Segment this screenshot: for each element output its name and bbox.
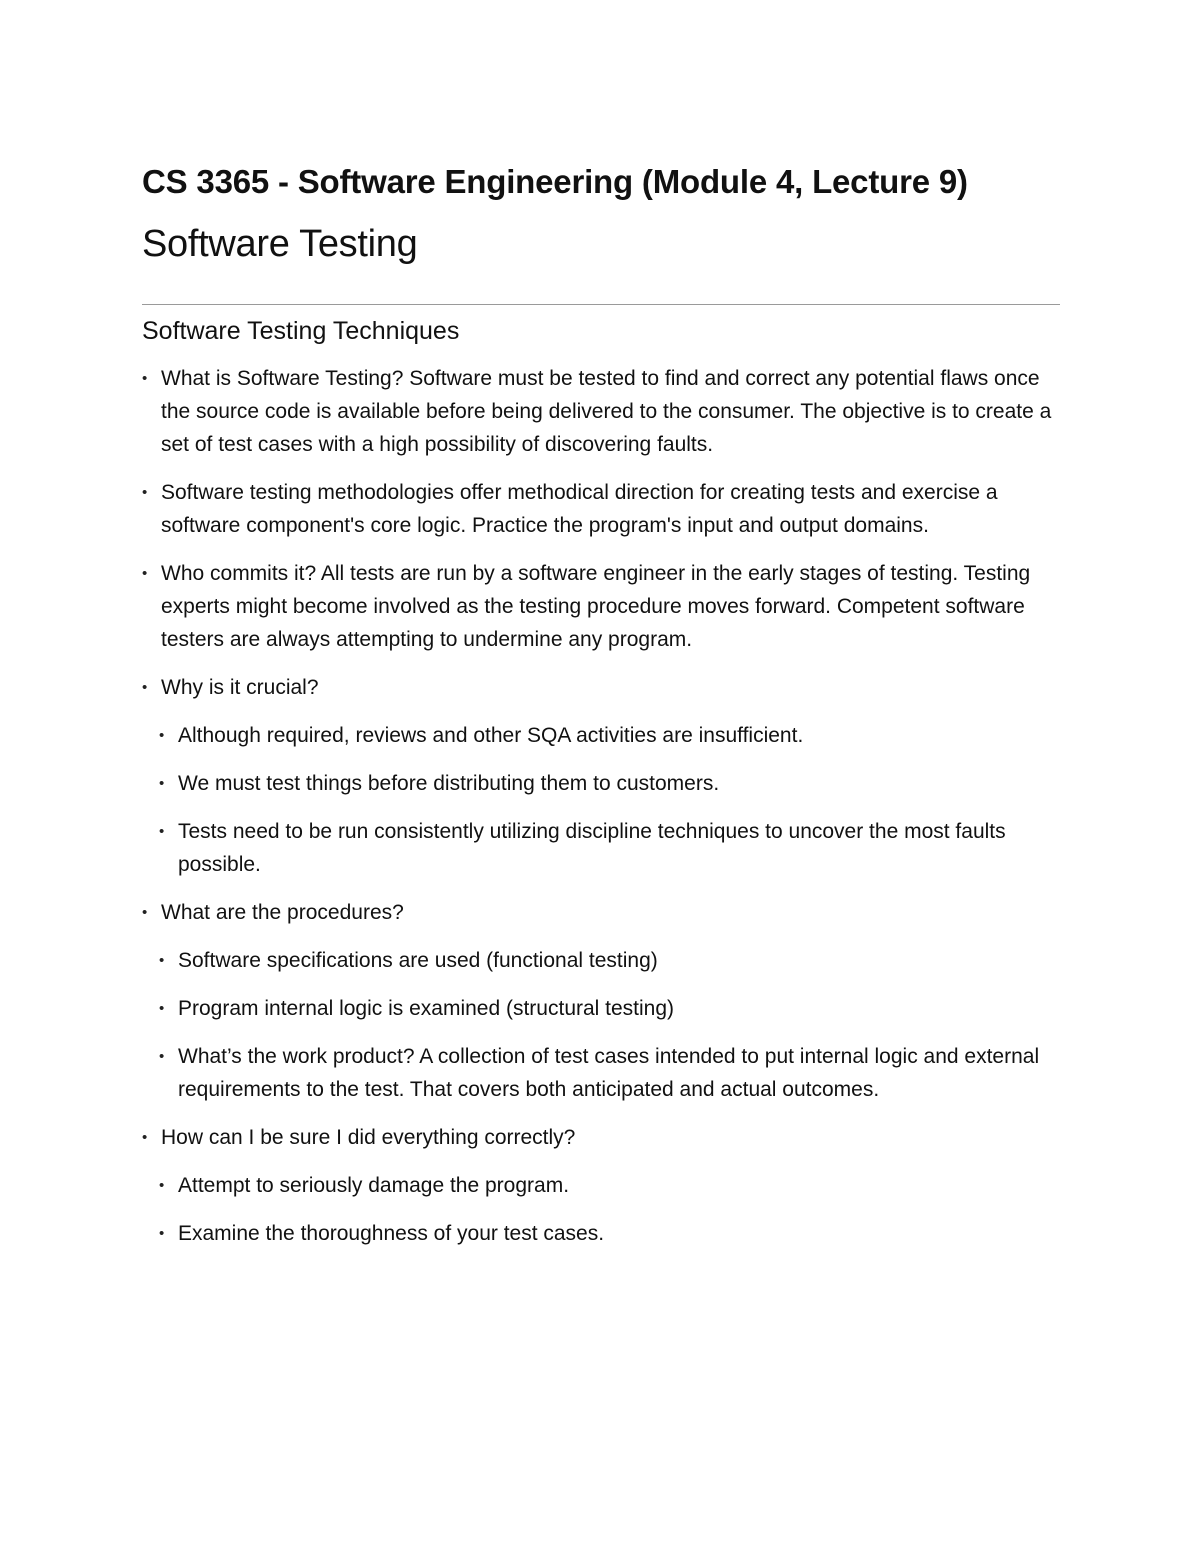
course-title: CS 3365 - Software Engineering (Module 4, Lecture 9) bbox=[142, 163, 968, 200]
sub-list-item bbox=[142, 1040, 1060, 1106]
list-item bbox=[142, 476, 1060, 542]
bullet-icon: • bbox=[159, 1048, 165, 1065]
horizontal-divider bbox=[142, 304, 1060, 305]
bullet-icon: • bbox=[159, 1225, 165, 1242]
sub-list-item bbox=[142, 1169, 1060, 1202]
list-item-text: We must test things before distributing them to customers. bbox=[178, 772, 720, 795]
sub-list-item bbox=[142, 944, 1060, 977]
list-item bbox=[142, 671, 1060, 704]
bullet-icon: • bbox=[159, 1000, 165, 1017]
bullet-icon: • bbox=[159, 952, 165, 969]
section-heading: Software Testing Techniques bbox=[142, 317, 460, 345]
list-item-text: What’s the work product? A collection of test cases intended to put internal logic and external requirements to the test. That covers both anticipated and actual outcomes. bbox=[178, 1045, 1040, 1101]
list-item-text: What is Software Testing? Software must be tested to find and correct any potential flaws once the source code is available before being delivered to the consumer. The objective is to create a set of test cases with a high possibility of discovering faults. bbox=[161, 367, 1052, 456]
sub-list-item bbox=[142, 992, 1060, 1025]
bullet-icon: • bbox=[159, 775, 165, 792]
sub-list-item bbox=[142, 767, 1060, 800]
list-item-text: Why is it crucial? bbox=[161, 676, 319, 699]
list-item bbox=[142, 362, 1060, 461]
list-item-text: What are the procedures? bbox=[161, 901, 404, 924]
list-item-text: Although required, reviews and other SQA activities are insufficient. bbox=[178, 724, 804, 747]
bullet-icon: • bbox=[142, 1129, 148, 1146]
sub-list-item bbox=[142, 815, 1060, 881]
list-item-text: Software specifications are used (functional testing) bbox=[178, 949, 658, 972]
bullet-icon: • bbox=[142, 484, 148, 501]
list-item-text: Examine the thoroughness of your test cases. bbox=[178, 1222, 605, 1245]
bullet-icon: • bbox=[142, 679, 148, 696]
list-item-text: Who commits it? All tests are run by a software engineer in the early stages of testing. Testing experts might become involved as the testing procedure moves forward. Competent software testers are always attempting to undermine any program. bbox=[161, 562, 1031, 651]
bullet-icon: • bbox=[142, 370, 148, 387]
list-item-text: Software testing methodologies offer methodical direction for creating tests and exercise a software component's core logic. Practice the program's input and output domains. bbox=[161, 481, 998, 537]
list-item-text: How can I be sure I did everything correctly? bbox=[161, 1126, 576, 1149]
list-item bbox=[142, 896, 1060, 929]
document-title: Software Testing bbox=[142, 223, 418, 265]
sub-list-item bbox=[142, 719, 1060, 752]
bullet-icon: • bbox=[159, 727, 165, 744]
list-item-text: Attempt to seriously damage the program. bbox=[178, 1174, 570, 1197]
list-item-text: Program internal logic is examined (structural testing) bbox=[178, 997, 675, 1020]
bullet-icon: • bbox=[159, 1177, 165, 1194]
bullet-list bbox=[142, 362, 1060, 1250]
bullet-icon: • bbox=[159, 823, 165, 840]
list-item bbox=[142, 1121, 1060, 1154]
list-item-text: Tests need to be run consistently utilizing discipline techniques to uncover the most faults possible. bbox=[178, 820, 1006, 876]
bullet-icon: • bbox=[142, 565, 148, 582]
sub-list-item bbox=[142, 1217, 1060, 1250]
bullet-icon: • bbox=[142, 904, 148, 921]
list-item bbox=[142, 557, 1060, 656]
document-page bbox=[142, 158, 1060, 1250]
